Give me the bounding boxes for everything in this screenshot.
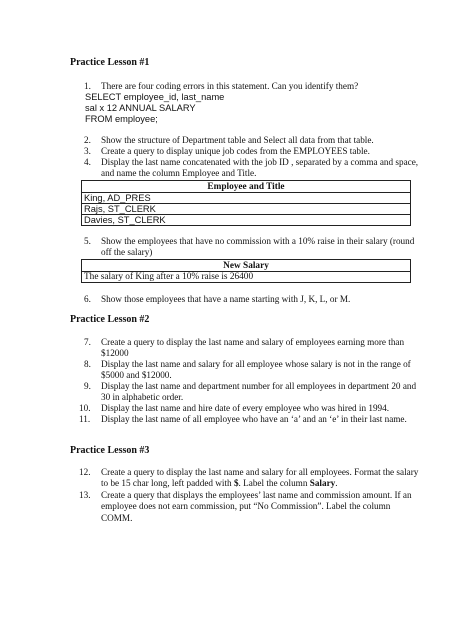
question-number: 13. [79,490,91,500]
table-row: Davies, ST_CLERK [82,215,411,226]
question-text: Create a query to display unique job codes from the EMPLOYEES table. [101,146,370,156]
lesson-1-title: Practice Lesson #1 [70,57,150,68]
question-number: 4. [84,157,91,167]
code-line-2: sal x 12 ANNUAL SALARY [85,103,196,113]
question-text: Show the employees that have no commission with a 10% raise in their salary (round off the salary) [101,236,415,258]
question-text: Display the last name concatenated with the job ID , separated by a comma and space, and name the column Employee and Title. [101,157,419,179]
table-row: The salary of King after a 10% raise is 26400 [82,272,411,283]
question-text: Display the last name and salary for all employee whose salary is not in the range of $5000 and $12000. [101,359,411,381]
question-number: 11. [79,414,91,424]
table-header: New Salary [82,260,411,272]
code-line-3: FROM employee; [85,114,158,124]
question-number: 12. [79,467,91,477]
lesson-3-title: Practice Lesson #3 [70,445,150,456]
question-text: Display the last name of all employee who have an ‘a’ and an ‘e’ in their last name. [101,414,407,424]
lesson-2-title: Practice Lesson #2 [70,314,150,325]
question-number: 3. [84,146,91,156]
new-salary-table [81,259,411,283]
question-text [101,467,423,490]
question-text: Show those employees that have a name starting with J, K, L, or M. [101,294,351,304]
question-text: Show the structure of Department table and Select all data from that table. [101,135,374,145]
question-number: 6. [84,294,91,304]
pad-character: $ [233,478,239,489]
question-text-part: . [335,478,338,489]
question-number: 1. [84,81,91,91]
question-text: Display the last name and hire date of every employee who was hired in 1994. [101,403,390,413]
question-number: 5. [84,236,91,246]
code-line-1: SELECT employee_id, last_name [85,92,225,102]
question-number: 8. [84,359,91,369]
question-number: 10. [79,403,91,413]
question-text: Create a query that displays the employees’ last name and commission amount. If an employee does not earn commission, put “No Commission”. Label the column COMM. [101,490,412,523]
table-row: Rajs, ST_CLERK [82,204,411,215]
question-text-part: Create a query to display the last name and salary for all employees. Format the salary to be 15 char long, left padded with [101,467,419,489]
table-header: Employee and Title [82,181,411,193]
column-label: Salary [309,478,336,489]
question-text: Create a query to display the last name and salary of employees earning more than $12000 [101,337,405,359]
table-row: King, AD_PRES [82,193,411,204]
question-text: There are four coding errors in this statement. Can you identify them? [101,81,359,91]
question-text-part: . Label the column [238,478,308,489]
question-number: 9. [84,381,91,391]
question-number: 2. [84,135,91,145]
question-number: 7. [84,337,91,347]
question-text: Display the last name and department number for all employees in department 20 and 30 in alphabetic order. [101,381,417,403]
employee-title-table [81,180,411,226]
